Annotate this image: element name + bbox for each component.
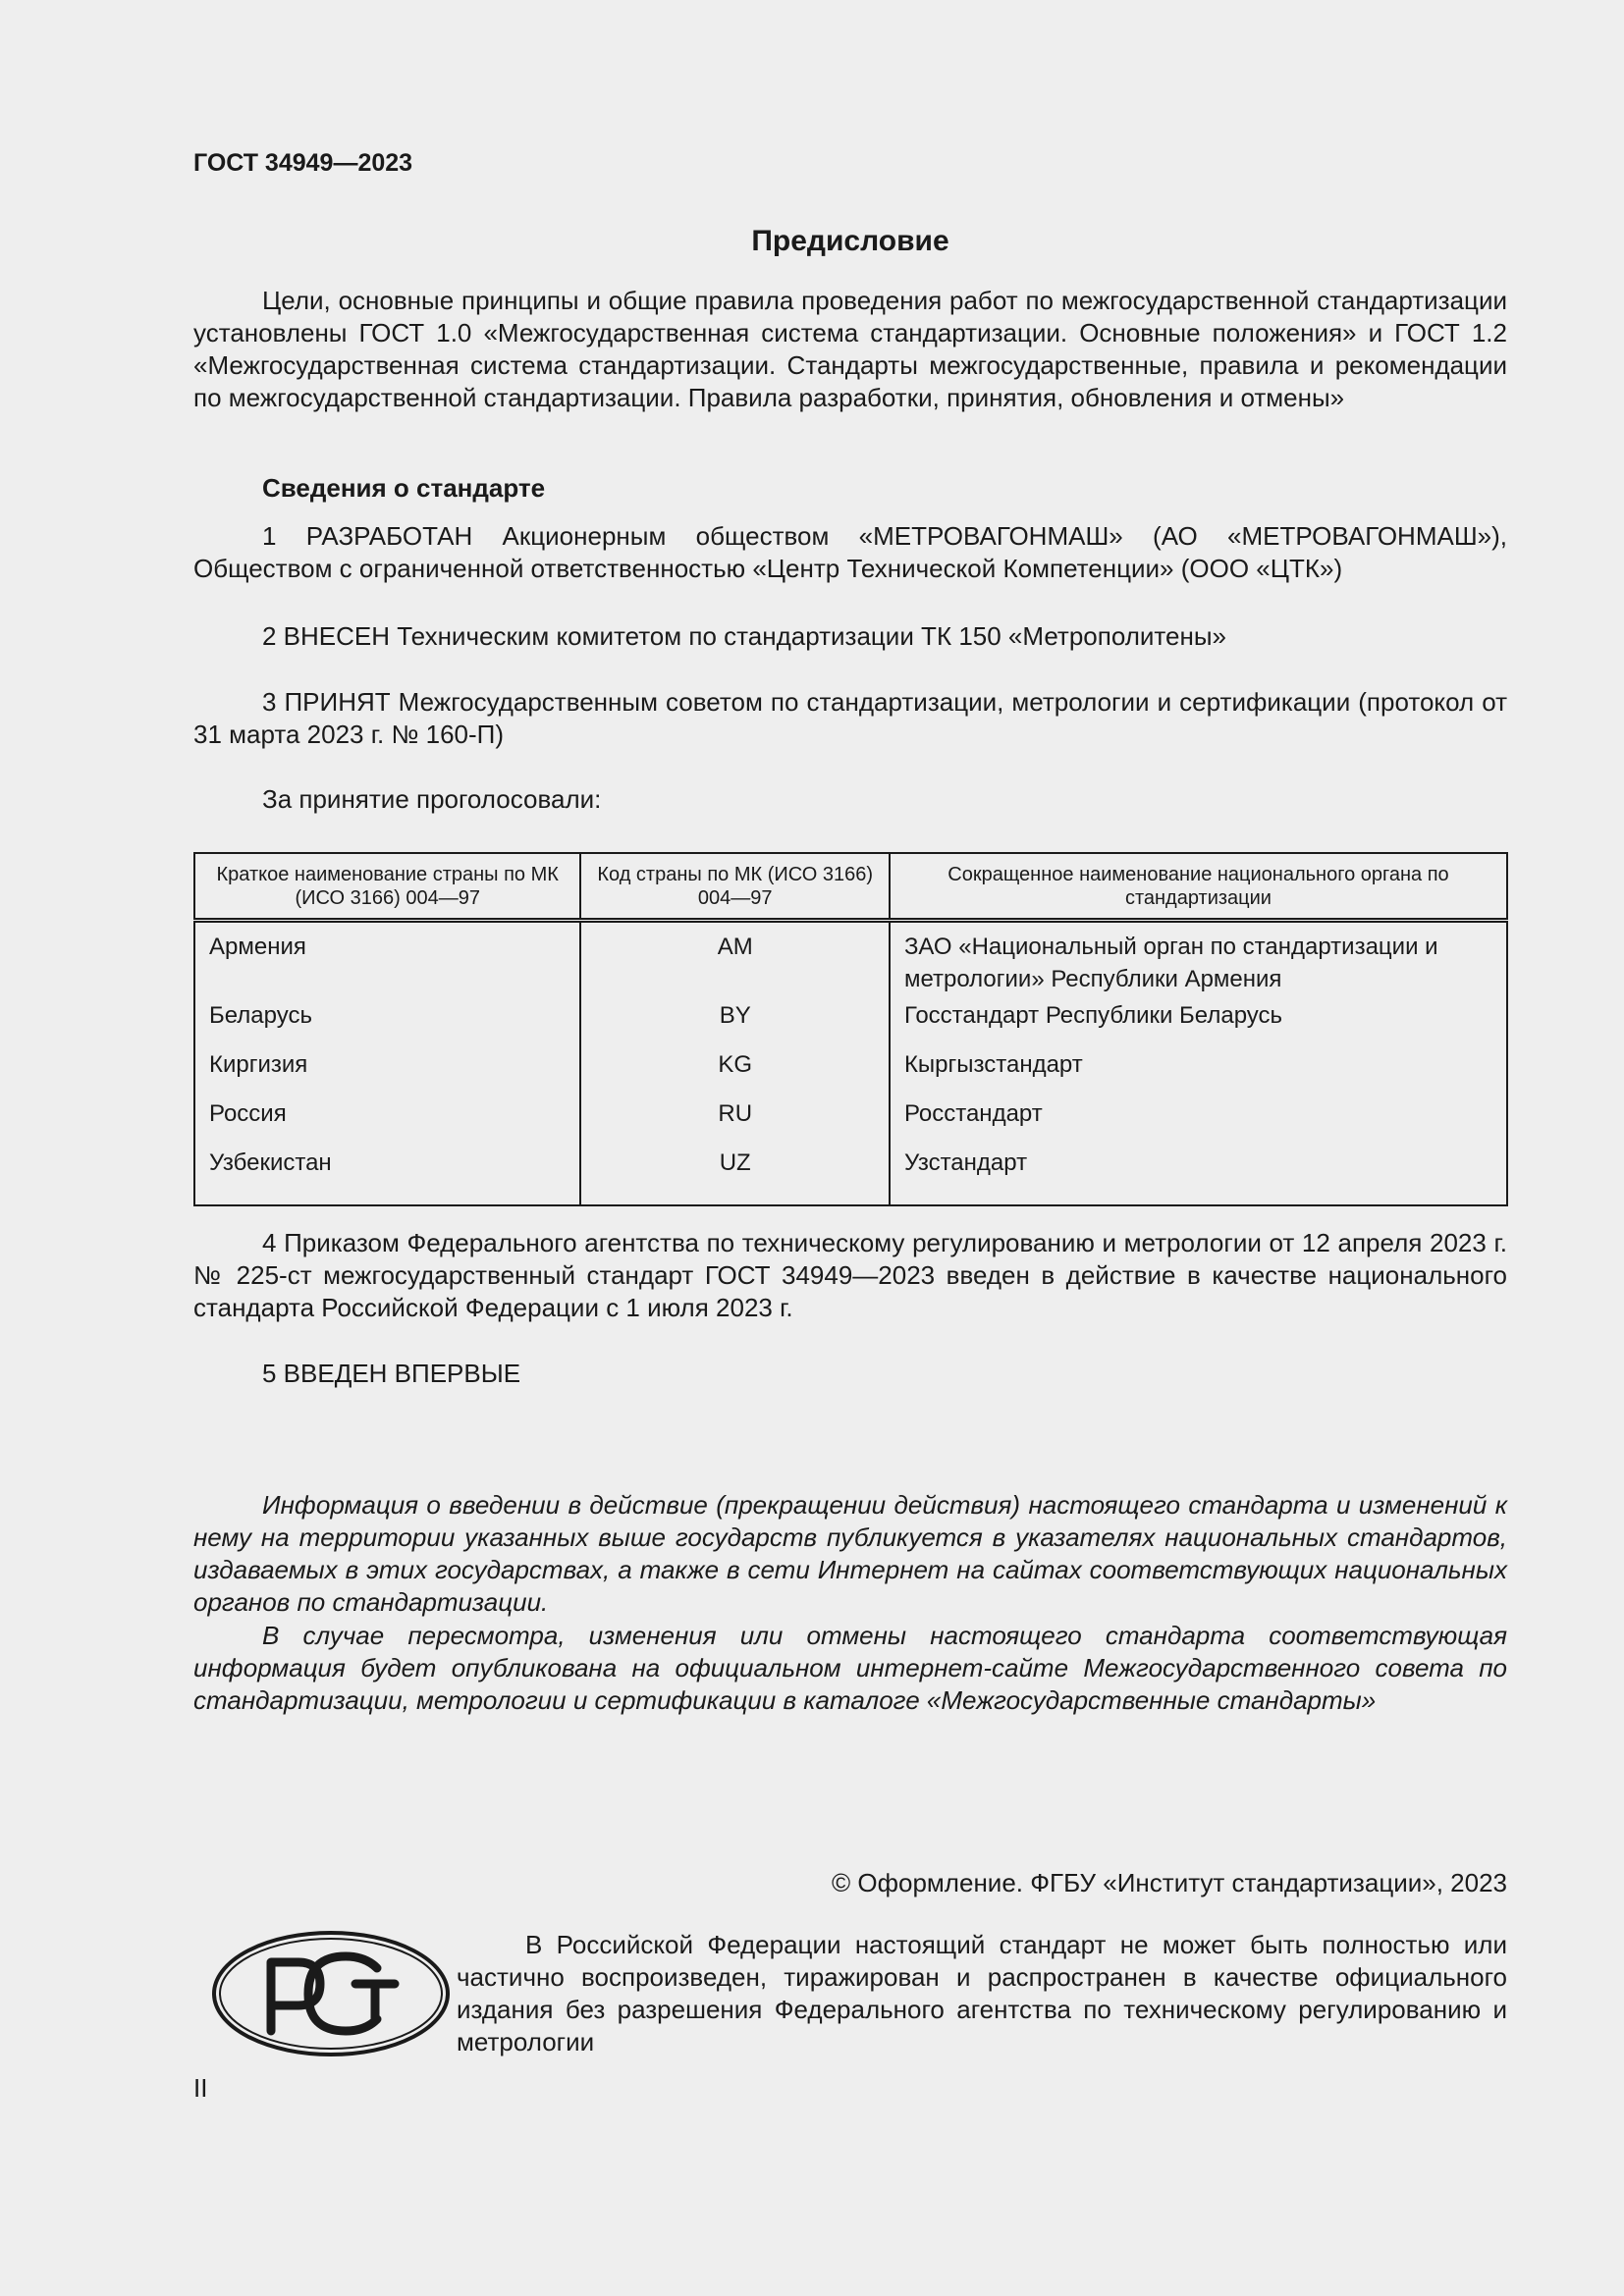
item-developed: 1 РАЗРАБОТАН Акционерным обществом «МЕТРОВАГОНМАШ» (АО «МЕТРОВАГОНМАШ»), Обществом с ограниченной ответственностью «Центр Технической Компетенции» (ООО «ЦТК»)	[193, 521, 1507, 583]
table-header-row	[194, 853, 1507, 921]
table-row	[194, 1000, 1507, 1049]
column-header-body: Сокращенное наименование национального органа по стандартизации	[890, 853, 1507, 921]
country-cell: Россия	[209, 1100, 287, 1127]
code-cell: AM	[580, 921, 889, 1001]
code-cell: RU	[580, 1098, 889, 1148]
country-cell: Узбекистан	[209, 1149, 332, 1176]
standard-code: ГОСТ 34949—2023	[193, 149, 413, 177]
table-row	[194, 1148, 1507, 1205]
item-adopted: 3 ПРИНЯТ Межгосударственным советом по стандартизации, метрологии и сертификации (протокол от 31 марта 2023 г. № 160-П)	[193, 687, 1507, 749]
notice-paragraph-2: В случае пересмотра, изменения или отмены настоящего стандарта соответствующая информация будет опубликована на официальном интернет-сайте Межгосударственного совета по стандартизации, метрологии и сертификации в каталоге «Межгосударственные стандарты»	[193, 1621, 1507, 1715]
page-title: Предисловие	[751, 225, 949, 257]
copyright-line: © Оформление. ФГБУ «Институт стандартизации», 2023	[832, 1868, 1507, 1897]
intro-paragraph: Цели, основные принципы и общие правила проведения работ по межгосударственной стандартизации установлены ГОСТ 1.0 «Межгосударственная система стандартизации. Основные положения» и ГОСТ 1.2 «Межгосударственная система стандартизации. Стандарты межгосударственные, правила и рекомендации по межгосударственной стандартизации. Правила разработки, принятия, обновления и отмены»	[193, 286, 1507, 412]
country-cell: Беларусь	[209, 1002, 312, 1029]
info-heading: Сведения о стандарте	[262, 473, 546, 503]
column-header-country: Краткое наименование страны по МК (ИСО 3166) 004—97	[194, 853, 580, 921]
column-header-code: Код страны по МК (ИСО 3166) 004—97	[580, 853, 889, 921]
voted-label: За принятие проголосовали:	[262, 784, 602, 814]
table-row	[194, 921, 1507, 1001]
body-cell: Кыргызстандарт	[890, 1049, 1507, 1098]
page-number: II	[193, 2073, 208, 2103]
gost-r-certification-mark-icon	[210, 1929, 452, 2058]
code-cell: KG	[580, 1049, 889, 1098]
table-row	[194, 1049, 1507, 1098]
document-page	[193, 0, 1507, 2296]
code-cell: BY	[580, 1000, 889, 1049]
country-cell: Армения	[209, 934, 306, 960]
member-states-table	[193, 852, 1508, 1206]
table-row	[194, 1098, 1507, 1148]
body-cell: Узстандарт	[890, 1148, 1507, 1205]
country-cell: Киргизия	[209, 1051, 308, 1078]
code-cell: UZ	[580, 1148, 889, 1205]
rf-reproduction-note: В Российской Федерации настоящий стандарт не может быть полностью или частично воспроизведен, тиражирован и распространен в качестве официального издания без разрешения Федерального агентства по техническому регулированию и метрологии	[457, 1930, 1507, 2056]
body-cell: ЗАО «Национальный орган по стандартизации и метрологии» Республики Армения	[890, 921, 1507, 1001]
item-introduced: 2 ВНЕСЕН Техническим комитетом по стандартизации ТК 150 «Метрополитены»	[262, 621, 1226, 651]
item-first: 5 ВВЕДЕН ВПЕРВЫЕ	[262, 1359, 521, 1388]
notice-paragraph-1: Информация о введении в действие (прекращении действия) настоящего стандарта и изменений к нему на территории указанных выше государств публикуется в указателях национальных стандартов, издаваемых в этих государствах, а также в сети Интернет на сайтах соответствующих национальных органов по стандартизации.	[193, 1490, 1507, 1617]
body-cell: Госстандарт Республики Беларусь	[890, 1000, 1507, 1049]
body-cell: Росстандарт	[890, 1098, 1507, 1148]
item-order: 4 Приказом Федерального агентства по техническому регулированию и метрологии от 12 апреля 2023 г. № 225-ст межгосударственный стандарт ГОСТ 34949—2023 введен в действие в качестве национального стандарта Российской Федерации с 1 июля 2023 г.	[193, 1228, 1507, 1322]
